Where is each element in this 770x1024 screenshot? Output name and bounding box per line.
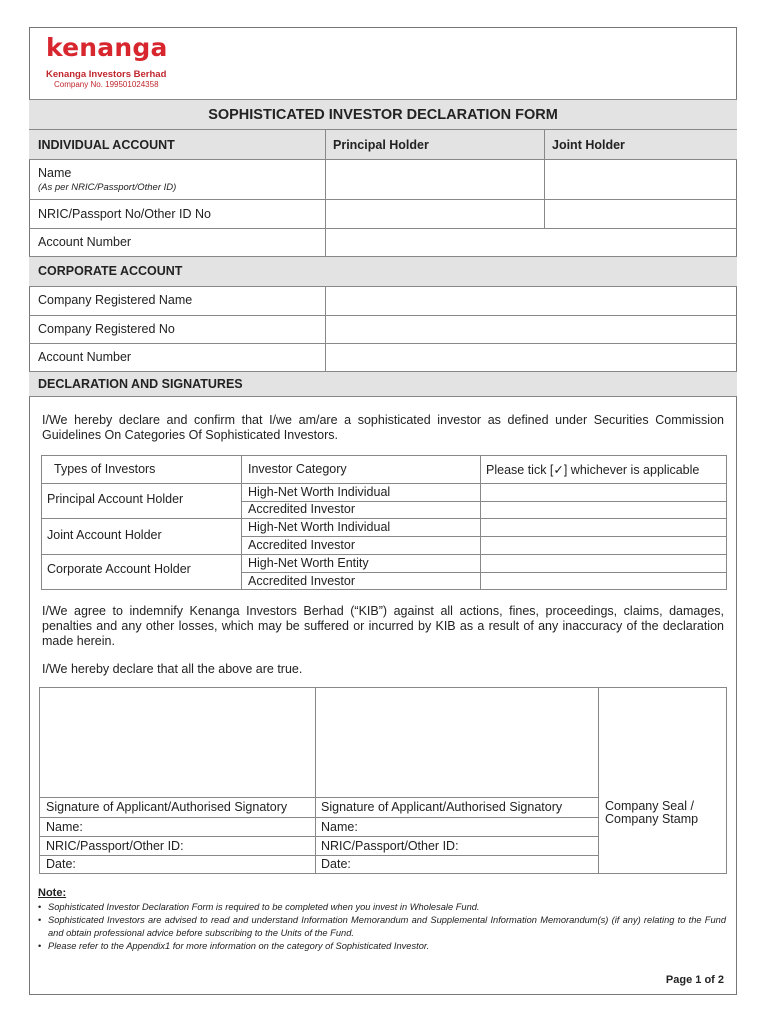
types-of-investors-header: Types of Investors [54, 462, 156, 476]
individual-account-heading: INDIVIDUAL ACCOUNT [38, 138, 175, 152]
investor-category-item: Accredited Investor [248, 502, 355, 516]
company-registered-no-label: Company Registered No [38, 322, 175, 336]
declaration-intro: I/We hereby declare and confirm that I/we am/are a sophisticated investor as defined under Securities Commission Guidelines On Categories Of Sophisticated Investors. [42, 413, 724, 442]
investor-category-item: High-Net Worth Individual [248, 485, 391, 499]
principal-account-holder-label: Principal Account Holder [47, 492, 184, 506]
tick-applicable-header: Please tick [✓] whichever is applicable [486, 463, 700, 477]
principal-name-field[interactable] [326, 160, 545, 199]
tick-joint-accredited[interactable] [481, 537, 727, 554]
tick-principal-hnwi[interactable] [481, 484, 727, 501]
company-registered-no-field[interactable] [326, 316, 737, 343]
company-seal-label: Company Seal / Company Stamp [605, 799, 699, 826]
company-name: Kenanga Investors Berhad [46, 69, 167, 80]
name-field-label-2: Name: [321, 820, 358, 834]
investor-category-item: High-Net Worth Entity [248, 556, 369, 570]
corporate-account-number-field[interactable] [326, 344, 737, 371]
note-item: • Sophisticated Investor Declaration Form is required to be completed when you invest in Wholesale Fund. [38, 901, 726, 914]
logo-wordmark: kenanga [46, 33, 168, 62]
note-item: • Sophisticated Investors are advised to read and understand Information Memorandum and Supplemental Information Memorandum(s) (if any) relating to the Fund and obtain professional advice before subscribing to the Units of the Fund. [38, 914, 726, 940]
notes-title: Note: [38, 887, 67, 899]
investor-category-header: Investor Category [248, 462, 347, 476]
signature-box-2[interactable] [316, 688, 598, 797]
company-registered-name-label: Company Registered Name [38, 293, 193, 307]
page-number: Page 1 of 2 [665, 974, 724, 986]
company-logo [46, 34, 168, 90]
tick-corporate-hnwe[interactable] [481, 555, 727, 572]
id-field-label-1: NRIC/Passport/Other ID: [46, 839, 184, 853]
declaration-heading: DECLARATION AND SIGNATURES [38, 377, 243, 391]
investor-category-item: Accredited Investor [248, 538, 355, 552]
principal-holder-heading: Principal Holder [333, 138, 429, 152]
indemnity-statement: I/We agree to indemnify Kenanga Investors Berhad (“KIB”) against all actions, fines, proceedings, claims, damages, penalties and any other losses, which may be suffered or incurred by KIB as a result of any inaccuracy of the declaration made herein. [42, 604, 724, 648]
investor-category-item: Accredited Investor [248, 574, 355, 588]
tick-corporate-accredited[interactable] [481, 573, 727, 590]
signature-label-2: Signature of Applicant/Authorised Signatory [321, 800, 563, 814]
individual-account-number-label: Account Number [38, 235, 132, 249]
form-title: SOPHISTICATED INVESTOR DECLARATION FORM [29, 99, 737, 130]
name-label: Name [38, 166, 72, 180]
signature-box-1[interactable] [40, 688, 315, 797]
date-field-label-1: Date: [46, 857, 76, 871]
joint-account-holder-label: Joint Account Holder [47, 528, 162, 542]
investor-category-item: High-Net Worth Individual [248, 520, 391, 534]
id-label: NRIC/Passport No/Other ID No [38, 207, 211, 221]
tick-joint-hnwi[interactable] [481, 519, 727, 536]
note-item: • Please refer to the Appendix1 for more information on the category of Sophisticated Investor. [38, 940, 726, 953]
individual-account-number-field[interactable] [326, 229, 737, 256]
company-registered-name-field[interactable] [326, 287, 737, 315]
date-field-label-2: Date: [321, 857, 351, 871]
name-field-label-1: Name: [46, 820, 83, 834]
notes-list [38, 901, 726, 953]
name-hint: (As per NRIC/Passport/Other ID) [38, 182, 177, 193]
corporate-account-number-label: Account Number [38, 350, 132, 364]
joint-id-field[interactable] [545, 200, 737, 228]
corporate-account-heading: CORPORATE ACCOUNT [38, 264, 183, 278]
corporate-account-holder-label: Corporate Account Holder [47, 562, 191, 576]
joint-holder-heading: Joint Holder [552, 138, 625, 152]
tick-principal-accredited[interactable] [481, 502, 727, 518]
principal-id-field[interactable] [326, 200, 545, 228]
true-statement: I/We hereby declare that all the above are true. [42, 662, 303, 676]
company-number: Company No. 199501024358 [54, 80, 159, 89]
signature-label-1: Signature of Applicant/Authorised Signatory [46, 800, 288, 814]
joint-name-field[interactable] [545, 160, 737, 199]
id-field-label-2: NRIC/Passport/Other ID: [321, 839, 459, 853]
company-seal-box[interactable] [599, 688, 726, 797]
